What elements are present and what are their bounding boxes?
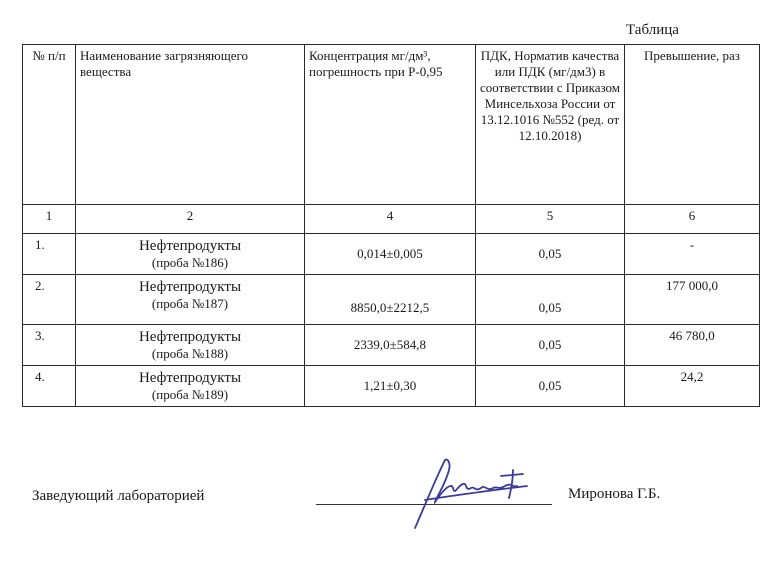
header-name: Наименование загрязняющего вещества	[76, 45, 305, 205]
substance-cell	[76, 234, 305, 275]
handwritten-signature	[405, 440, 555, 535]
excess-cell: -	[625, 234, 760, 275]
substance-name: Нефтепродукты	[138, 279, 242, 295]
row-index: 4.	[23, 366, 76, 407]
substance-name: Нефтепродукты	[138, 329, 242, 345]
column-number: 2	[76, 205, 305, 234]
substance-cell	[76, 366, 305, 407]
row-index: 1.	[23, 234, 76, 275]
table-row	[23, 275, 760, 325]
table-row	[23, 325, 760, 366]
row-index: 2.	[23, 275, 76, 325]
substance-name: Нефтепродукты	[138, 238, 242, 254]
substance-cell	[76, 325, 305, 366]
table-row	[23, 234, 760, 275]
header-excess: Превышение, раз	[625, 45, 760, 205]
probe-label: (проба №188)	[151, 346, 229, 361]
substance-cell	[76, 275, 305, 325]
header-pdk: ПДК, Норматив качества или ПДК (мг/дм3) в соответствии с Приказом Минсельхоза России от 13.12.1016 №552 (ред. от 12.10.2018)	[476, 45, 625, 205]
table-row	[23, 366, 760, 407]
signer-name: Миронова Г.Б.	[568, 486, 661, 502]
probe-label: (проба №187)	[151, 296, 229, 311]
signature-block	[0, 460, 728, 540]
pdk-cell: 0,05	[476, 234, 625, 275]
substance-name: Нефтепродукты	[138, 370, 242, 386]
concentration-cell: 0,014±0,005	[305, 234, 476, 275]
excess-cell: 24,2	[625, 366, 760, 407]
concentration-cell: 2339,0±584,8	[305, 325, 476, 366]
header-concentration: Концентрация мг/дм³, погрешность при Р-0,95	[305, 45, 476, 205]
column-number: 6	[625, 205, 760, 234]
concentration-cell: 8850,0±2212,5	[305, 275, 476, 325]
pdk-cell: 0,05	[476, 366, 625, 407]
header-row	[23, 45, 760, 205]
excess-cell: 46 780,0	[625, 325, 760, 366]
excess-cell: 177 000,0	[625, 275, 760, 325]
column-number-row	[23, 205, 760, 234]
table-caption: Таблица	[626, 22, 679, 38]
probe-label: (проба №189)	[151, 387, 229, 402]
results-table	[22, 44, 760, 407]
column-number: 1	[23, 205, 76, 234]
pdk-cell: 0,05	[476, 275, 625, 325]
row-index: 3.	[23, 325, 76, 366]
pdk-cell: 0,05	[476, 325, 625, 366]
probe-label: (проба №186)	[151, 255, 229, 270]
column-number: 4	[305, 205, 476, 234]
header-num: № п/п	[23, 45, 76, 205]
position-label: Заведующий лабораторией	[32, 488, 205, 504]
concentration-cell: 1,21±0,30	[305, 366, 476, 407]
column-number: 5	[476, 205, 625, 234]
